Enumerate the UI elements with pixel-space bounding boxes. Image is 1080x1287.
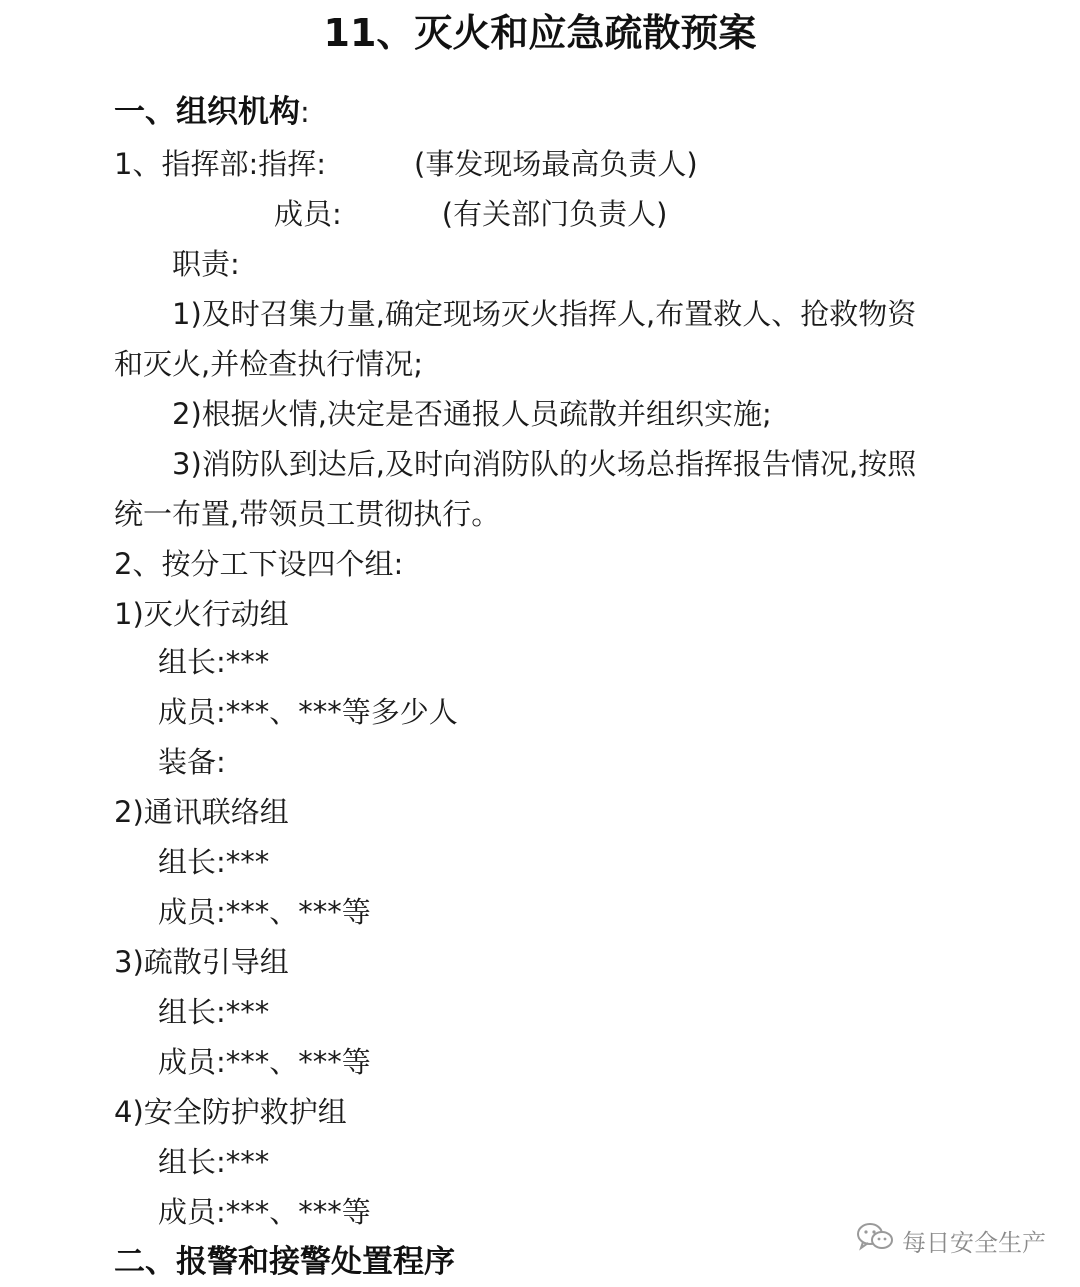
group-leader: 组长:***	[158, 995, 270, 1029]
group-name: 3)疏散引导组	[114, 945, 289, 979]
command-members-line	[274, 194, 667, 234]
duty-2: 2)根据火情,决定是否通报人员疏散并组织实施;	[172, 397, 772, 431]
section-heading-colon: :	[300, 95, 310, 129]
group-members: 成员:***、***等	[158, 895, 371, 929]
wechat-icon	[856, 1222, 902, 1258]
group-name: 4)安全防护救护组	[114, 1095, 347, 1129]
watermark	[856, 1222, 1046, 1258]
group-name: 2)通讯联络组	[114, 795, 289, 829]
command-prefix: 1、指挥部:指挥:	[114, 147, 326, 181]
members-note: (有关部门负责人)	[441, 197, 668, 231]
group-leader: 组长:***	[158, 645, 270, 679]
group-leader: 组长:***	[158, 845, 270, 879]
watermark-text: 每日安全生产	[902, 1228, 1046, 1257]
group-members: 成员:***、***等	[158, 1045, 371, 1079]
group-members: 成员:***、***等多少人	[158, 695, 458, 729]
commander-note: (事发现场最高负责人)	[414, 147, 698, 181]
document-title: 11、灭火和应急疏散预案	[323, 11, 757, 55]
groups-intro: 2、按分工下设四个组:	[114, 547, 404, 581]
section-heading-text: 一、组织机构	[114, 94, 300, 130]
section-heading-organization	[114, 92, 310, 132]
group-equipment: 装备:	[158, 745, 226, 779]
duty-3-line-2: 统一布置,带领员工贯彻执行。	[114, 497, 501, 531]
members-label: 成员:	[274, 197, 342, 231]
group-leader: 组长:***	[158, 1145, 270, 1179]
group-members: 成员:***、***等	[158, 1195, 371, 1229]
duty-1-line-2: 和灭火,并检查执行情况;	[114, 347, 423, 381]
group-name: 1)灭火行动组	[114, 597, 289, 631]
section-heading-alarm: 二、报警和接警处置程序	[114, 1244, 455, 1280]
duty-1-line-1: 1)及时召集力量,确定现场灭火指挥人,布置救人、抢救物资	[172, 297, 917, 331]
command-line	[114, 144, 698, 184]
duty-3-line-1: 3)消防队到达后,及时向消防队的火场总指挥报告情况,按照	[172, 447, 917, 481]
duties-label: 职责:	[172, 247, 240, 281]
